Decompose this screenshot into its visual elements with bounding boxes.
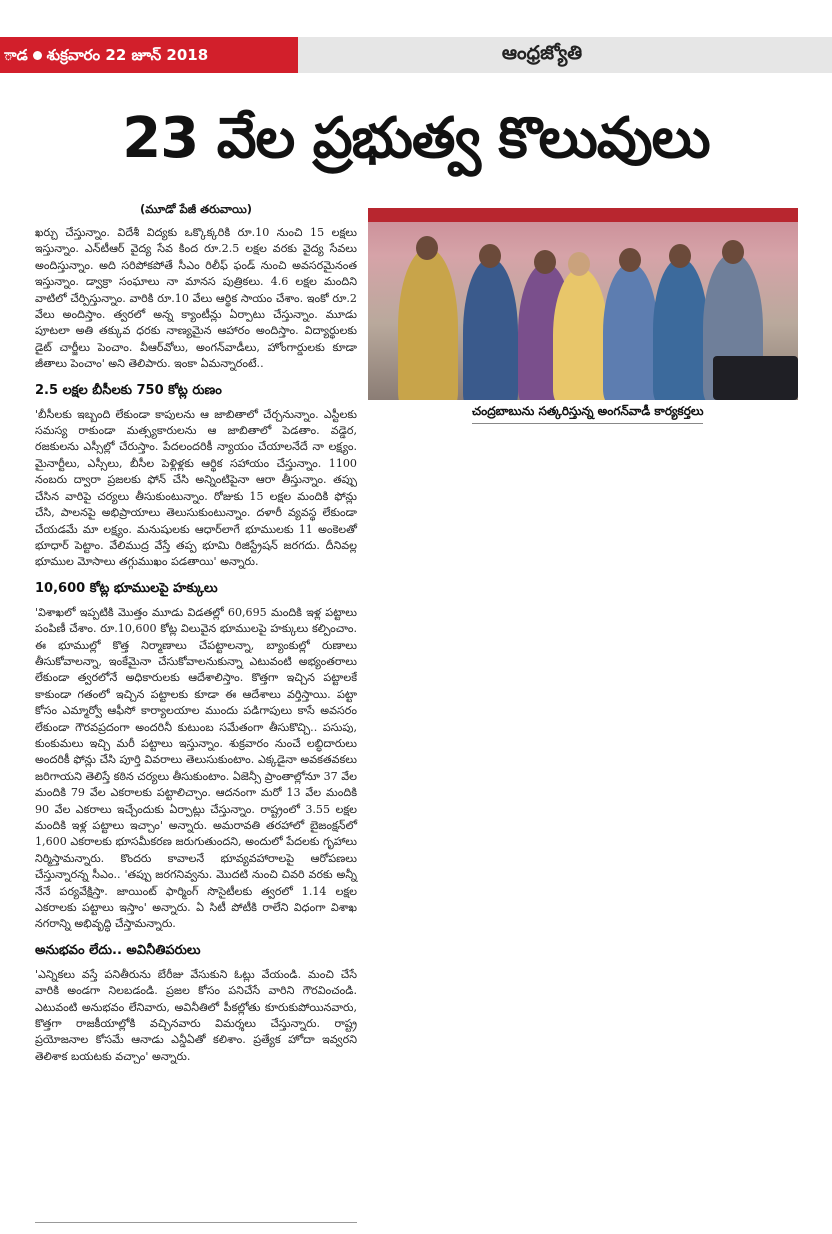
photo-person xyxy=(463,258,518,400)
paragraph-1: ఖర్చు చేస్తున్నాం. విదేశీ విద్యకు ఒక్కొక్కరికి రూ.10 నుంచి 15 లక్షలు ఇస్తున్నాం. ఎన్‌టీఆర్ వైద్య సేవ కింద రూ.2.5 లక్షల వరకు వైద్య సేవలు అందిస్తున్నాం. అది సరిపోకపోతే సీఎం రిలీఫ్ ఫండ్ నుంచి అవసరమైనంత ఇస్తున్నాం. డ్వాక్రా సంఘాలు నా మానస పుత్రికలు. 4.6 లక్షల మందిని వాటిలో చేర్పిస్తున్నాం. వారికి రూ.10 వేలు ఆర్థిక సాయం చేశాం. ఇంకో రూ.2 వేలు అందిస్తాం. త్వరలో అన్న క్యాంటీన్లు ఏర్పాటు చేస్తున్నాం. మూడు పూటలా అతి తక్కువ ధరకు నాణ్యమైన ఆహారం అందిస్తాం. విద్యార్థులకు డైట్ చార్జీలు పెంచాం. వీఆర్‌వోలు, అంగన్‌వాడీలు, హోంగార్డులకు కూడా జీతాలు పెంచాం' అని తెలిపారు. ఇంకా ఏమన్నారంటే.. xyxy=(35,226,357,371)
photo-head xyxy=(722,240,744,264)
photo-head xyxy=(619,248,641,272)
newspaper-masthead: ఆంధ్రజ్యోతి xyxy=(501,42,583,64)
page-headline: 23 వేల ప్రభుత్వ కొలువులు xyxy=(122,106,710,171)
photo-stage-banner xyxy=(368,208,798,222)
paragraph-3: 'విశాఖలో ఇప్పటికి మొత్తం మూడు విడతల్లో 60,695 మందికి ఇళ్ల పట్టాలు పంపిణీ చేశాం. రూ.10,600 కోట్ల విలువైన భూములపై హక్కులు కల్పించాం. ఈ భూముల్లో కొత్త నిర్మాణాలు చేపట్టాలన్నా, బ్యాంకుల్లో రుణాలు తీసుకోవాలన్నా, ఇంకేమైనా చేసుకోవాలనుకున్నా ఎటువంటి అభ్యంతరాలు లేకుండా త్వరలోనే అధికారులకు ఆదేశాలిస్తాం. కొత్తగా ఇచ్చిన పట్టాలకే కాకుండా గతంలో ఇచ్చిన పట్టాలకు కూడా ఈ ఆదేశాలు వర్తిస్తాయి. పట్టా కోసం ఎమ్మార్వో ఆఫీసో కార్యాలయాల ముందు పడిగాపులు కాసే అవసరం లేకుండా గౌరవప్రదంగా అందరినీ కుటుంబ సమేతంగా తీసుకొచ్చి.. పసుపు, కుంకుమలు ఇచ్చి మరీ పట్టాలు ఇస్తున్నాం. శుక్రవారం నుంచే లబ్ధిదారులు అందరికీ ఫోన్లు చేసి పూర్తి వివరాలు తెలుసుకుంటాం. ఎక్కడైనా అవకతవకలు జరిగాయని తెలిస్తే కఠిన చర్యలు తీసుకుంటాం. ఏజెన్సీ ప్రాంతాల్లోనూ 37 వేల మందికి 79 వేల ఎకరాలకు పట్టాలిచ్చాం. ఆదనంగా మరో 13 వేల మందికి 90 వేల ఎకరాలు ఇచ్చేందుకు ఏర్పాట్లు చేస్తున్నాం. రాష్ట్రంలో 3.55 లక్షల మందికి ఇళ్ల పట్టాలు ఇచ్చాం' అన్నారు. అమరావతి తరహాలో బైజంక్షన్‌లో 1,600 ఎకరాలకు భూసమీకరణ జరుగుతుందని, అందులో పేదలకు గృహాలు నిర్మిస్తామన్నారు. కొందరు కావాలనే భూవ్యవహారాలపై ఆరోపణలు చేస్తున్నారన్న సీఎం.. 'తప్పు జరగనివ్వను. మొదటి నుంచి చివరి వరకు అన్నీ నేనే పర్యవేక్షిస్తా. జాయింట్ ఫార్మింగ్ సొసైటీలకు త్వరలో 1.14 లక్షల ఎకరాలకు పట్టాలు ఇస్తాం' అన్నారు. ఏ సిటీ పోటీకి రాలేని విధంగా విశాఖ నగరాన్ని అభివృద్ధి చేస్తామన్నారు. xyxy=(35,605,357,931)
article-column xyxy=(35,202,357,1071)
photo-person xyxy=(603,263,658,400)
photo-head xyxy=(669,244,691,268)
news-photo xyxy=(368,208,798,400)
bullet-dot-icon xyxy=(33,51,42,60)
paragraph-2: 'బీసీలకు ఇబ్బంది లేకుండా కాపులను ఆ జాబితాలో చేర్చనున్నాం. ఎస్టీలకు సమస్య రాకుండా మత్స్యకారులను ఆ జాబితాలో పెడతాం. వడ్డెర, రజకులను ఎస్సీల్లో చేరుస్తాం. పేదలందరికీ న్యాయం చేయాలనేదే నా లక్ష్యం. మైనార్టీలు, ఎస్సీలు, బీసీల పెళ్లిళ్లకు ఆర్థిక సహాయం చేస్తున్నాం. 1100 నంబరు ద్వారా ప్రజలకు ఫోన్ చేసి అన్నింటిపైనా ఆరా తీస్తున్నాం. తప్పు చేసిన వారిపై చర్యలు తీసుకుంటున్నాం. రోజుకు 15 లక్షల మందికి ఫోన్లు చేసి, పాలనపై అభిప్రాయాలు తెలుసుకుంటున్నాం. దళారీ వ్యవస్థ లేకుండా చేయడమే మా లక్ష్యం. మనుషులకు ఆధార్‌లాగే భూములకు 11 అంకెలతో భూధార్ పెట్టాం. వేలిముద్ర వేస్తే తప్ప భూమి రిజిస్ట్రేషన్ జరగదు. దీనివల్ల భూముల మోసాలు తగ్గుముఖం పడతాయి' అన్నారు. xyxy=(35,407,357,569)
issue-date: శుక్రవారం 22 జూన్ 2018 xyxy=(46,46,209,64)
top-bar xyxy=(0,37,832,73)
subheading-land-rights: 10,600 కోట్ల భూములపై హక్కులు xyxy=(35,580,218,596)
photo-head xyxy=(568,252,590,276)
date-strip xyxy=(0,37,298,73)
subheading-bc-loans: 2.5 లక్షల బీసీలకు 750 కోట్ల రుణం xyxy=(35,382,222,398)
subheading-experience: అనుభవం లేదు.. అవినీతిపరులు xyxy=(35,942,201,958)
city-fragment: ాడ xyxy=(4,46,28,64)
photo-head xyxy=(416,236,438,260)
photo-speaker xyxy=(713,356,798,400)
column-end-rule xyxy=(35,1222,357,1223)
photo-head xyxy=(534,250,556,274)
continuation-note: (మూడో పేజీ తరువాయి) xyxy=(139,202,253,216)
photo-person xyxy=(398,248,458,400)
photo-caption: చంద్రబాబును సత్కరిస్తున్న అంగన్‌వాడీ కార్యకర్తలు xyxy=(472,404,703,424)
photo-head xyxy=(479,244,501,268)
photo-person xyxy=(653,258,708,400)
masthead-strip xyxy=(298,37,832,73)
photo-person xyxy=(553,268,608,400)
paragraph-4: 'ఎన్నికలు వస్తే పనితీరును బేరీజు వేసుకుని ఓట్లు వేయండి. మంచి చేసే వారికి అండగా నిలబడండి. ప్రజల కోసం పనిచేసే వారిని గౌరవించండి. ఎటువంటి అనుభవం లేనివారు, అవినీతిలో పీకల్లోతు కూరుకుపోయినవారు, కొత్తగా రాజకీయాల్లోకి వచ్చినవారు విమర్శలు చేస్తున్నారు. రాష్ట్ర ప్రయోజనాల కోసమే ఆనాడు ఎన్డీఏతో కలిశాం. ప్రత్యేక హోదా ఇవ్వరని తెలిశాక బయటకు వచ్చాం' అన్నారు. xyxy=(35,967,357,1063)
